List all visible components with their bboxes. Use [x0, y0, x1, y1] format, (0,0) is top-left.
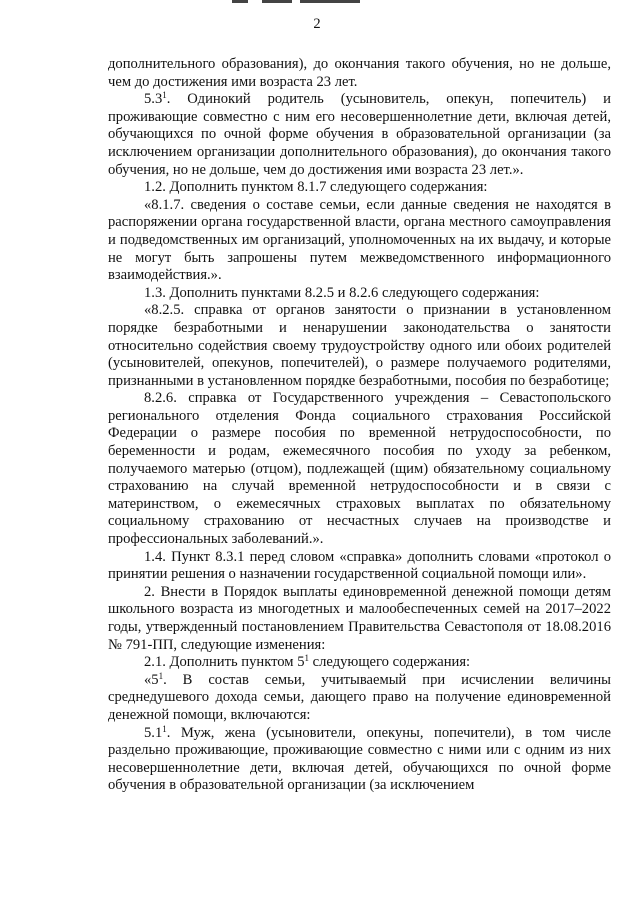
superscript-index: 1 [304, 653, 309, 664]
paragraph-text: 1.4. Пункт 8.3.1 перед словом «справка» дополнить словами «протокол о принятии решения о назначении государственной социальной помощи или». [108, 548, 611, 583]
scan-artifact [300, 0, 360, 3]
paragraph [108, 672, 611, 725]
superscript-index: 1 [162, 90, 167, 101]
paragraph [108, 179, 611, 197]
paragraph [108, 549, 611, 584]
paragraph-text: «8.2.5. справка от органов занятости о признании в установленном порядке безработными и ненарушении законодательства о занятости относительно содействия своему трудоустройству одного или обоих родителей (усыновителей, опекунов, попечителей), о размере получаемого родителями, признанными в установленном порядке безработными, пособия по безработице; [108, 302, 611, 389]
paragraph-text: 1.3. Дополнить пунктами 8.2.5 и 8.2.6 следующего содержания: [144, 284, 540, 301]
paragraph-text: 8.2.6. справка от Государственного учреждения – Севастопольского регионального отделения Фонда социального страхования Российской Федерации о размере пособия по временной нетрудоспособности, по беременности и родам, ежемесячного пособия по уходу за ребенком, получаемого матерью (отцом), подлежащей (щим) обязательному социальному страхованию на случай временной нетрудоспособности и в связи с материнством, о ежемесячных страховых выплатах по обязательному социальному страхованию от несчастных случаев на производстве и профессиональных заболеваний.». [108, 390, 611, 548]
paragraph-text: 2. Внести в Порядок выплаты единовременной денежной помощи детям школьного возраста из многодетных и малообеспеченных семей на 2017–2022 годы, утвержденный постановлением Правительства Севастополя от 18.08.2016 № 791-ПП, следующие изменения: [108, 583, 611, 653]
superscript-index: 1 [158, 670, 164, 681]
document-body [108, 56, 611, 795]
paragraph-number: 2.1. Дополнить пунктом 5 [144, 654, 305, 671]
paragraph-text: . Муж, жена (усыновители, опекуны, попечители), в том числе раздельно проживающие, проживающие совместно с ними или с одним из них несовершеннолетние дети, включая детей, обучающихся по очной форме обучения в образовательной организации (за исключением [108, 724, 611, 794]
scan-artifact [262, 0, 292, 3]
paragraph-text: «8.1.7. сведения о составе семьи, если данные сведения не находятся в распоряжении органа государственной власти, органа местного самоуправления и подведомственных им организаций, уполномоченных на их выдачу, и которые не могут быть запрошены путем межведомственного информационного взаимодействия.». [108, 196, 611, 284]
paragraph [108, 56, 611, 91]
paragraph [108, 285, 611, 303]
paragraph-text: следующего содержания: [309, 654, 471, 671]
paragraph [108, 91, 611, 179]
paragraph [108, 302, 611, 390]
paragraph [108, 725, 611, 795]
paragraph-number: 5.3 [144, 91, 163, 108]
scan-artifact [232, 0, 248, 3]
paragraph-text: . Одинокий родитель (усыновитель, опекун, попечитель) и проживающие совместно с ним его несовершеннолетние дети, включая детей, обучающихся по очной форме обучения в образовательной организации (за исключением организации дополнительного образования), до окончания такого обучения, но не дольше, чем до достижения ими возраста 23 лет.». [108, 91, 611, 178]
paragraph [108, 654, 611, 672]
paragraph-text: . В состав семьи, учитываемый при исчислении величины среднедушевого дохода семьи, дающего право на получение единовременной денежной помощи, включаются: [108, 671, 611, 723]
paragraph [108, 584, 611, 654]
paragraph-number: 5.1 [144, 724, 163, 741]
page-number: 2 [313, 16, 321, 32]
paragraph-text: дополнительного образования), до окончания такого обучения, но не дольше, чем до достижения ими возраста 23 лет. [108, 56, 611, 90]
paragraph-number: «5 [144, 671, 159, 688]
superscript-index: 1 [162, 723, 167, 734]
paragraph-text: 1.2. Дополнить пунктом 8.1.7 следующего содержания: [144, 179, 488, 196]
paragraph [108, 390, 611, 548]
paragraph [108, 197, 611, 285]
